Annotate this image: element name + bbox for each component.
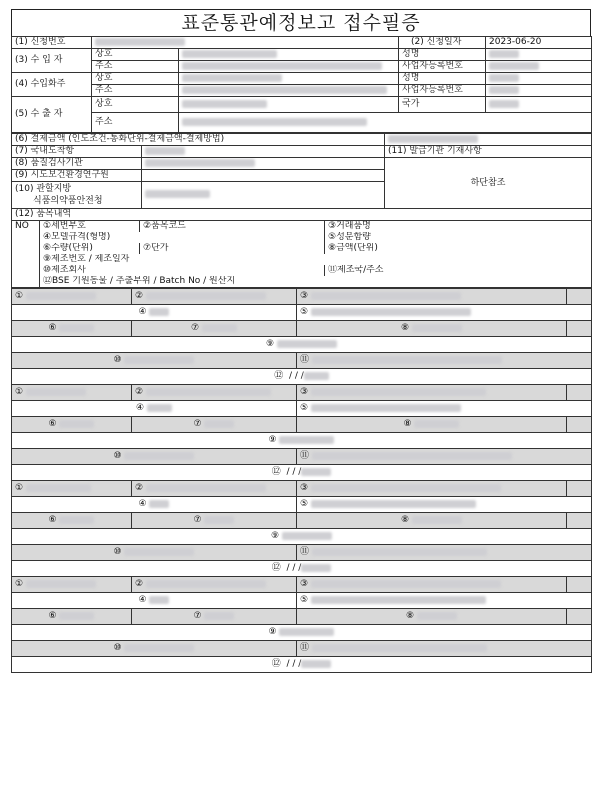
item-composition: ⑤: [297, 401, 592, 417]
legend-2a: ④모델규격(형명): [40, 232, 325, 243]
value-port: [142, 146, 385, 158]
label-consignee: (4) 수입화주: [12, 73, 92, 97]
legend-3a: ⑥수량(단위): [40, 243, 140, 254]
value-importer-trade: [179, 49, 399, 61]
legend-4a: ⑨제조번호 / 제조일자: [40, 254, 592, 265]
item-manufacturer: ⑩: [12, 641, 297, 657]
value-settlement: [385, 134, 592, 146]
item-product-code: ②: [132, 481, 297, 497]
item-2-row: [12, 433, 592, 449]
item-manufacturer: ⑩: [12, 545, 297, 561]
label-exporter-address: 주소: [92, 113, 179, 133]
value-exporter-country: [486, 97, 592, 113]
legend-6a: ⑫BSE 기원동물 / 추출부위 / Batch No / 원산지: [40, 276, 592, 288]
label-app-no: (1) 신청번호: [12, 37, 92, 49]
label-issuer: (11) 발급기관 기재사항: [385, 146, 592, 158]
item-quantity: ⑥: [12, 609, 132, 625]
item-3-row: [12, 561, 592, 577]
label-authority: [12, 182, 142, 209]
item-4-row: [12, 625, 592, 641]
label-port: (7) 국내도착항: [12, 146, 142, 158]
item-3-row: [12, 545, 592, 561]
item-product-code: ②: [132, 385, 297, 401]
legend-2c: ⑤성분함량: [325, 232, 592, 243]
items-table: [11, 288, 592, 673]
legend-1a: ①세번부호: [40, 221, 140, 232]
label-institute: (9) 시도보건환경연구원: [12, 170, 142, 182]
item-hs-code: ①: [12, 481, 132, 497]
item-4-row: [12, 577, 592, 593]
item-mfg-number: ⑨: [12, 625, 592, 641]
label-consignee-name: 성명: [399, 73, 486, 85]
value-institute: [142, 170, 385, 182]
value-consignee-name: [486, 73, 592, 85]
value-authority: [142, 182, 385, 209]
item-trade-name: ③: [297, 577, 567, 593]
item-1-row: [12, 353, 592, 369]
value-app-date: 2023-06-20: [486, 37, 592, 49]
item-hs-code: ①: [12, 577, 132, 593]
item-1-row: [12, 337, 592, 353]
item-3-row: [12, 513, 592, 529]
item-2-row: [12, 417, 592, 433]
item-manufacturer: ⑩: [12, 353, 297, 369]
row-app-no: [12, 37, 592, 49]
value-consignee-trade: [179, 73, 399, 85]
item-composition: ⑤: [297, 497, 592, 513]
item-model: ④: [12, 497, 297, 513]
item-mfg-country: ⑪: [297, 545, 592, 561]
item-4-row: [12, 593, 592, 609]
value-consignee-address: [179, 85, 399, 97]
label-importer-bizno: 사업자등록번호: [399, 61, 486, 73]
label-consignee-bizno: 사업자등록번호: [399, 85, 486, 97]
item-quantity: ⑥: [12, 321, 132, 337]
item-4-row: [12, 641, 592, 657]
label-inspection: (8) 품질검사기관: [12, 158, 142, 170]
item-trade-name: ③: [297, 289, 567, 305]
item-unit-price: ⑦: [132, 513, 297, 529]
legend-1c: ③거래품명: [325, 221, 592, 232]
item-4-row: [12, 609, 592, 625]
label-authority-line2: 식품의약품안전청: [33, 196, 103, 206]
value-exporter-trade: [179, 97, 399, 113]
item-trade-name: ③: [297, 385, 567, 401]
item-2-row: [12, 465, 592, 481]
value-exporter-address: [179, 113, 592, 133]
value-importer-name: [486, 49, 592, 61]
item-mfg-number: ⑨: [12, 433, 592, 449]
document-title: 표준통관예정보고 접수필증: [11, 9, 591, 36]
value-inspection: [142, 158, 385, 170]
item-1-row: [12, 321, 592, 337]
item-1-row: [12, 289, 592, 305]
item-unit-price: ⑦: [132, 609, 297, 625]
value-importer-address: [179, 61, 399, 73]
label-authority-line1: (10) 관할지방: [15, 184, 72, 194]
legend-5a: ⑩제조회사: [40, 265, 325, 276]
item-manufacturer: ⑩: [12, 449, 297, 465]
item-3-row: [12, 529, 592, 545]
item-hs-code: ①: [12, 385, 132, 401]
item-mfg-number: ⑨: [12, 337, 592, 353]
item-unit-price: ⑦: [132, 321, 297, 337]
item-model: ④: [12, 305, 297, 321]
item-mfg-country: ⑪: [297, 641, 592, 657]
label-items: (12) 품목내역: [12, 209, 592, 221]
legend-5c: ⑪제조국/주소: [325, 265, 592, 276]
item-quantity: ⑥: [12, 417, 132, 433]
item-mfg-country: ⑪: [297, 353, 592, 369]
label-importer-trade: 상호: [92, 49, 179, 61]
label-importer-address: 주소: [92, 61, 179, 73]
item-bse-info: ⑫ / / /: [12, 465, 592, 481]
label-exporter-trade: 상호: [92, 97, 179, 113]
item-hs-code: ①: [12, 289, 132, 305]
item-3-row: [12, 497, 592, 513]
legend-1b: ②품목코드: [140, 221, 325, 232]
item-model: ④: [12, 593, 297, 609]
item-bse-info: ⑫ / / /: [12, 369, 592, 385]
value-consignee-bizno: [486, 85, 592, 97]
item-amount: ⑧: [297, 609, 567, 625]
item-mfg-country: ⑪: [297, 449, 592, 465]
item-model: ④: [12, 401, 297, 417]
value-importer-bizno: [486, 61, 592, 73]
item-bse-info: ⑫ / / /: [12, 561, 592, 577]
label-importer: (3) 수 입 자: [12, 49, 92, 73]
item-3-row: [12, 481, 592, 497]
label-importer-name: 성명: [399, 49, 486, 61]
item-unit-price: ⑦: [132, 417, 297, 433]
item-amount: ⑧: [297, 321, 567, 337]
item-composition: ⑤: [297, 593, 592, 609]
items-body: [12, 289, 592, 673]
label-exporter: (5) 수 출 자: [12, 97, 92, 133]
label-consignee-trade: 상호: [92, 73, 179, 85]
header-table: [11, 36, 592, 133]
items-legend: [11, 221, 592, 288]
item-amount: ⑧: [297, 417, 567, 433]
legend-3c: ⑧금액(단위): [325, 243, 592, 254]
item-trade-name: ③: [297, 481, 567, 497]
item-amount: ⑧: [297, 513, 567, 529]
item-2-row: [12, 401, 592, 417]
item-composition: ⑤: [297, 305, 592, 321]
item-quantity: ⑥: [12, 513, 132, 529]
item-2-row: [12, 385, 592, 401]
label-settlement: (6) 결제금액 (인도조건-통화단위-결제금액-결제방법): [12, 134, 385, 146]
item-mfg-number: ⑨: [12, 529, 592, 545]
value-app-no: [92, 37, 399, 49]
logistics-table: [11, 133, 592, 221]
item-bse-info: ⑫ / / /: [12, 657, 592, 673]
item-4-row: [12, 657, 592, 673]
item-1-row: [12, 305, 592, 321]
value-see-below: 하단참조: [385, 158, 592, 209]
label-exporter-country: 국가: [399, 97, 486, 113]
item-1-row: [12, 369, 592, 385]
item-product-code: ②: [132, 289, 297, 305]
item-2-row: [12, 449, 592, 465]
receipt-document: [11, 9, 591, 673]
item-product-code: ②: [132, 577, 297, 593]
label-app-date: (2) 신청일자: [399, 37, 486, 49]
legend-no: NO: [12, 221, 40, 232]
label-consignee-address: 주소: [92, 85, 179, 97]
legend-3b: ⑦단가: [140, 243, 325, 254]
